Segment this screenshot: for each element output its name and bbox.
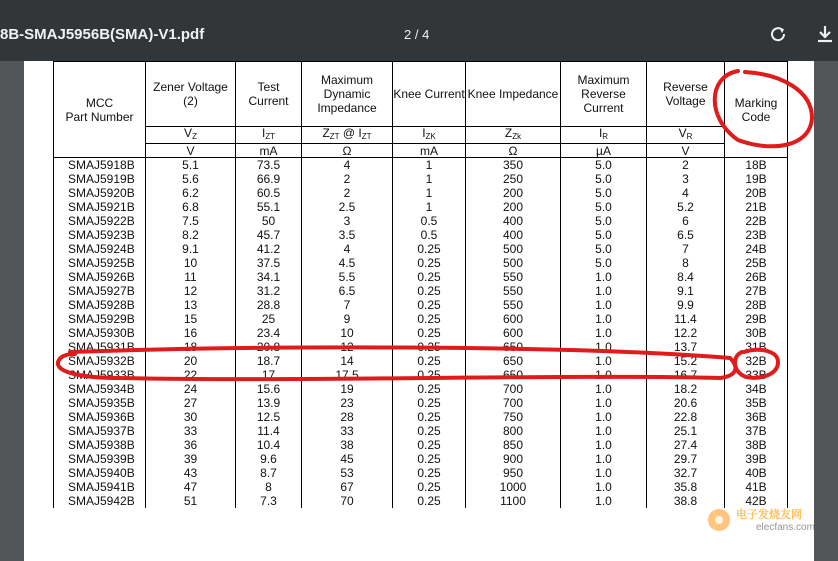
table-cell: 22B xyxy=(725,214,788,228)
table-row xyxy=(54,382,788,396)
table-cell: 12 xyxy=(146,284,236,298)
table-cell: 1.0 xyxy=(561,312,647,326)
table-cell: 4 xyxy=(647,186,725,200)
table-cell: 750 xyxy=(466,410,561,424)
table-row xyxy=(54,396,788,410)
table-cell: 0.25 xyxy=(393,368,466,382)
table-cell: 18 xyxy=(146,340,236,354)
table-cell: 5.2 xyxy=(647,200,725,214)
table-cell: 23B xyxy=(725,228,788,242)
column-header: Reverse Voltage xyxy=(647,62,725,127)
table-cell: 23.4 xyxy=(236,326,302,340)
table-cell: 16 xyxy=(146,326,236,340)
table-cell: 9.1 xyxy=(146,242,236,256)
table-row xyxy=(54,172,788,186)
table-cell: 1.0 xyxy=(561,298,647,312)
table-row xyxy=(54,214,788,228)
table-cell: 20.8 xyxy=(236,340,302,354)
table-cell: 5.0 xyxy=(561,200,647,214)
table-cell: 850 xyxy=(466,438,561,452)
table-cell: 35B xyxy=(725,396,788,410)
table-cell: 33B xyxy=(725,368,788,382)
part-number-cell: SMAJ5928B xyxy=(54,298,146,312)
table-cell: 1 xyxy=(393,200,466,214)
table-cell: 0.25 xyxy=(393,242,466,256)
table-cell: 200 xyxy=(466,186,561,200)
table-cell: 1.0 xyxy=(561,396,647,410)
table-cell: 5.0 xyxy=(561,214,647,228)
table-row xyxy=(54,354,788,368)
table-cell: 8 xyxy=(647,256,725,270)
table-cell: 34.1 xyxy=(236,270,302,284)
table-cell: 650 xyxy=(466,354,561,368)
table-cell: 1 xyxy=(393,186,466,200)
table-cell: 19B xyxy=(725,172,788,186)
table-cell: 5.5 xyxy=(302,270,393,284)
column-symbol: $V_R$ xyxy=(647,127,725,144)
table-cell: 11.4 xyxy=(647,312,725,326)
table-row xyxy=(54,438,788,452)
table-cell: 29B xyxy=(725,312,788,326)
column-unit: V xyxy=(146,144,236,158)
table-cell: 1.0 xyxy=(561,340,647,354)
table-cell: 0.25 xyxy=(393,466,466,480)
table-cell: 38 xyxy=(302,438,393,452)
table-cell: 12 xyxy=(302,340,393,354)
table-cell: 24 xyxy=(146,382,236,396)
column-unit: V xyxy=(647,144,725,158)
part-number-cell: SMAJ5936B xyxy=(54,410,146,424)
table-cell: 6 xyxy=(647,214,725,228)
table-cell: 1.0 xyxy=(561,424,647,438)
part-number-cell: SMAJ5926B xyxy=(54,270,146,284)
table-cell: 37.5 xyxy=(236,256,302,270)
table-cell: 25 xyxy=(236,312,302,326)
table-cell: 66.9 xyxy=(236,172,302,186)
table-row xyxy=(54,298,788,312)
table-cell: 250 xyxy=(466,172,561,186)
table-cell: 900 xyxy=(466,452,561,466)
table-cell: 20 xyxy=(146,354,236,368)
table-cell: 550 xyxy=(466,284,561,298)
table-cell: 18.2 xyxy=(647,382,725,396)
table-cell: 73.5 xyxy=(236,158,302,173)
table-cell: 19 xyxy=(302,382,393,396)
table-cell: 16.7 xyxy=(647,368,725,382)
table-cell: 23 xyxy=(302,396,393,410)
table-cell: 17 xyxy=(236,368,302,382)
table-row xyxy=(54,158,788,173)
table-cell: 0.25 xyxy=(393,284,466,298)
table-cell: 1.0 xyxy=(561,466,647,480)
table-row xyxy=(54,284,788,298)
table-cell: 0.25 xyxy=(393,424,466,438)
table-cell: 9 xyxy=(302,312,393,326)
table-cell: 38B xyxy=(725,438,788,452)
table-cell: 800 xyxy=(466,424,561,438)
part-number-cell: SMAJ5940B xyxy=(54,466,146,480)
table-row xyxy=(54,200,788,214)
pdf-toolbar xyxy=(0,0,838,61)
table-cell: 500 xyxy=(466,256,561,270)
table-cell: 70 xyxy=(302,494,393,508)
table-cell: 1000 xyxy=(466,480,561,494)
table-cell: 28 xyxy=(302,410,393,424)
table-cell: 21B xyxy=(725,200,788,214)
table-cell: 7.5 xyxy=(146,214,236,228)
column-header: Knee Current xyxy=(393,62,466,127)
table-cell: 1.0 xyxy=(561,480,647,494)
column-symbol: $Z_{Zk}$ xyxy=(466,127,561,144)
table-cell: 200 xyxy=(466,200,561,214)
table-row xyxy=(54,326,788,340)
table-cell: 28B xyxy=(725,298,788,312)
watermark-url: elecfans.com xyxy=(756,522,815,533)
table-cell: 600 xyxy=(466,312,561,326)
part-number-cell: SMAJ5930B xyxy=(54,326,146,340)
table-cell: 950 xyxy=(466,466,561,480)
table-cell: 8.7 xyxy=(236,466,302,480)
table-cell: 9.9 xyxy=(647,298,725,312)
table-cell: 30 xyxy=(146,410,236,424)
part-number-cell: SMAJ5935B xyxy=(54,396,146,410)
table-cell: 42B xyxy=(725,494,788,508)
column-unit: Ω xyxy=(466,144,561,158)
table-cell: 39B xyxy=(725,452,788,466)
table-cell: 1.0 xyxy=(561,354,647,368)
table-row xyxy=(54,340,788,354)
part-number-cell: SMAJ5923B xyxy=(54,228,146,242)
table-cell: 18B xyxy=(725,158,788,173)
part-number-cell: SMAJ5937B xyxy=(54,424,146,438)
table-cell: 7 xyxy=(647,242,725,256)
table-cell: 650 xyxy=(466,368,561,382)
table-cell: 45.7 xyxy=(236,228,302,242)
table-cell: 37B xyxy=(725,424,788,438)
table-cell: 13.7 xyxy=(647,340,725,354)
column-header: Maximum Dynamic Impedance xyxy=(302,62,393,127)
table-cell: 5.0 xyxy=(561,256,647,270)
table-cell: 41B xyxy=(725,480,788,494)
pdf-viewer[interactable] xyxy=(0,61,838,561)
table-cell: 550 xyxy=(466,298,561,312)
part-number-cell: SMAJ5931B xyxy=(54,340,146,354)
watermark-text: 电子发烧友网 xyxy=(736,509,802,521)
part-number-cell: SMAJ5924B xyxy=(54,242,146,256)
table-cell: 27 xyxy=(146,396,236,410)
table-cell: 0.25 xyxy=(393,270,466,284)
table-cell: 350 xyxy=(466,158,561,173)
column-header: Zener Voltage (2) xyxy=(146,62,236,127)
table-cell: 29.7 xyxy=(647,452,725,466)
table-cell: 1.0 xyxy=(561,326,647,340)
table-cell: 26B xyxy=(725,270,788,284)
table-cell: 67 xyxy=(302,480,393,494)
table-cell: 17.5 xyxy=(302,368,393,382)
table-cell: 15.6 xyxy=(236,382,302,396)
table-cell: 1.0 xyxy=(561,410,647,424)
table-cell: 0.25 xyxy=(393,256,466,270)
table-cell: 33 xyxy=(146,424,236,438)
table-cell: 30B xyxy=(725,326,788,340)
table-cell: 31.2 xyxy=(236,284,302,298)
table-cell: 32.7 xyxy=(647,466,725,480)
part-number-cell: SMAJ5919B xyxy=(54,172,146,186)
table-cell: 7.3 xyxy=(236,494,302,508)
part-number-cell: SMAJ5938B xyxy=(54,438,146,452)
column-unit: µA xyxy=(561,144,647,158)
column-header: Marking Code xyxy=(725,62,788,158)
column-header: Maximum Reverse Current xyxy=(561,62,647,127)
table-cell: 45 xyxy=(302,452,393,466)
table-cell: 3.5 xyxy=(302,228,393,242)
table-cell: 36B xyxy=(725,410,788,424)
table-cell: 34B xyxy=(725,382,788,396)
table-cell: 8.4 xyxy=(647,270,725,284)
table-cell: 0.25 xyxy=(393,298,466,312)
table-cell: 5.6 xyxy=(146,172,236,186)
table-cell: 27.4 xyxy=(647,438,725,452)
column-symbol: $I_R$ xyxy=(561,127,647,144)
table-cell: 35.8 xyxy=(647,480,725,494)
table-cell: 38.8 xyxy=(647,494,725,508)
table-cell: 55.1 xyxy=(236,200,302,214)
table-cell: 400 xyxy=(466,214,561,228)
table-cell: 6.2 xyxy=(146,186,236,200)
table-cell: 5.0 xyxy=(561,242,647,256)
table-cell: 15.2 xyxy=(647,354,725,368)
table-cell: 0.25 xyxy=(393,354,466,368)
table-cell: 3 xyxy=(302,214,393,228)
table-row xyxy=(54,424,788,438)
table-cell: 31B xyxy=(725,340,788,354)
column-symbol: $Z_{ZT}$ @ $I_{ZT}$ xyxy=(302,127,393,144)
table-cell: 400 xyxy=(466,228,561,242)
table-cell: 14 xyxy=(302,354,393,368)
table-cell: 5.0 xyxy=(561,186,647,200)
table-row xyxy=(54,480,788,494)
table-cell: 60.5 xyxy=(236,186,302,200)
table-cell: 1.0 xyxy=(561,368,647,382)
table-row xyxy=(54,452,788,466)
part-number-cell: SMAJ5929B xyxy=(54,312,146,326)
table-cell: 0.5 xyxy=(393,214,466,228)
table-row xyxy=(54,312,788,326)
table-cell: 4.5 xyxy=(302,256,393,270)
table-cell: 3 xyxy=(647,172,725,186)
table-cell: 10 xyxy=(302,326,393,340)
table-cell: 700 xyxy=(466,382,561,396)
table-row xyxy=(54,368,788,382)
column-symbol: $I_{ZK}$ xyxy=(393,127,466,144)
table-cell: 700 xyxy=(466,396,561,410)
table-row xyxy=(54,410,788,424)
table-cell: 0.25 xyxy=(393,438,466,452)
table-cell: 1.0 xyxy=(561,494,647,508)
table-row xyxy=(54,270,788,284)
table-cell: 20B xyxy=(725,186,788,200)
table-cell: 13.9 xyxy=(236,396,302,410)
table-cell: 550 xyxy=(466,270,561,284)
table-cell: 24B xyxy=(725,242,788,256)
table-cell: 47 xyxy=(146,480,236,494)
table-cell: 5.0 xyxy=(561,158,647,173)
part-number-cell: SMAJ5934B xyxy=(54,382,146,396)
table-cell: 1.0 xyxy=(561,438,647,452)
table-row xyxy=(54,494,788,508)
table-cell: 51 xyxy=(146,494,236,508)
table-row xyxy=(54,242,788,256)
part-number-cell: SMAJ5927B xyxy=(54,284,146,298)
table-cell: 53 xyxy=(302,466,393,480)
table-cell: 1 xyxy=(393,172,466,186)
column-symbol: $I_{ZT}$ xyxy=(236,127,302,144)
table-cell: 13 xyxy=(146,298,236,312)
part-number-cell: SMAJ5918B xyxy=(54,158,146,173)
table-row xyxy=(54,256,788,270)
column-unit: Ω xyxy=(302,144,393,158)
table-cell: 1 xyxy=(393,158,466,173)
table-cell: 6.5 xyxy=(302,284,393,298)
table-cell: 43 xyxy=(146,466,236,480)
part-number-cell: SMAJ5941B xyxy=(54,480,146,494)
table-cell: 39 xyxy=(146,452,236,466)
table-cell: 2 xyxy=(302,172,393,186)
table-cell: 1.0 xyxy=(561,382,647,396)
column-unit: mA xyxy=(393,144,466,158)
part-number-cell: SMAJ5939B xyxy=(54,452,146,466)
table-cell: 4 xyxy=(302,158,393,173)
table-cell: 18.7 xyxy=(236,354,302,368)
table-cell: 650 xyxy=(466,340,561,354)
table-cell: 0.25 xyxy=(393,312,466,326)
table-cell: 6.8 xyxy=(146,200,236,214)
table-cell: 9.1 xyxy=(647,284,725,298)
table-cell: 11 xyxy=(146,270,236,284)
table-cell: 12.2 xyxy=(647,326,725,340)
table-cell: 28.8 xyxy=(236,298,302,312)
table-cell: 10 xyxy=(146,256,236,270)
table-cell: 2.5 xyxy=(302,200,393,214)
table-cell: 36 xyxy=(146,438,236,452)
table-cell: 40B xyxy=(725,466,788,480)
table-cell: 7 xyxy=(302,298,393,312)
table-cell: 0.25 xyxy=(393,494,466,508)
table-cell: 2 xyxy=(647,158,725,173)
table-cell: 41.2 xyxy=(236,242,302,256)
table-cell: 50 xyxy=(236,214,302,228)
table-row xyxy=(54,466,788,480)
part-number-cell: SMAJ5933B xyxy=(54,368,146,382)
part-number-cell: SMAJ5932B xyxy=(54,354,146,368)
table-cell: 8.2 xyxy=(146,228,236,242)
table-cell: 0.25 xyxy=(393,382,466,396)
table-cell: 20.6 xyxy=(647,396,725,410)
table-cell: 15 xyxy=(146,312,236,326)
part-number-cell: SMAJ5925B xyxy=(54,256,146,270)
table-cell: 0.25 xyxy=(393,340,466,354)
table-cell: 0.5 xyxy=(393,228,466,242)
table-cell: 33 xyxy=(302,424,393,438)
table-cell: 0.25 xyxy=(393,410,466,424)
zener-spec-table xyxy=(53,61,788,508)
table-cell: 2 xyxy=(302,186,393,200)
table-cell: 1.0 xyxy=(561,452,647,466)
table-cell: 1.0 xyxy=(561,270,647,284)
table-cell: 25B xyxy=(725,256,788,270)
table-cell: 9.6 xyxy=(236,452,302,466)
column-header: MCC Part Number xyxy=(54,62,146,158)
table-cell: 5.1 xyxy=(146,158,236,173)
table-cell: 500 xyxy=(466,242,561,256)
rotate-icon[interactable] xyxy=(768,24,788,44)
table-cell: 12.5 xyxy=(236,410,302,424)
table-cell: 0.25 xyxy=(393,396,466,410)
table-cell: 4 xyxy=(302,242,393,256)
column-header: Knee Impedance xyxy=(466,62,561,127)
pdf-page xyxy=(24,61,814,561)
table-cell: 25.1 xyxy=(647,424,725,438)
table-cell: 22.8 xyxy=(647,410,725,424)
download-icon[interactable] xyxy=(815,24,835,44)
page-indicator: 2 / 4 xyxy=(404,27,430,42)
table-row xyxy=(54,228,788,242)
table-cell: 6.5 xyxy=(647,228,725,242)
part-number-cell: SMAJ5942B xyxy=(54,494,146,508)
table-cell: 0.25 xyxy=(393,480,466,494)
part-number-cell: SMAJ5920B xyxy=(54,186,146,200)
table-cell: 5.0 xyxy=(561,228,647,242)
table-row xyxy=(54,186,788,200)
column-symbol: $V_Z$ xyxy=(146,127,236,144)
part-number-cell: SMAJ5921B xyxy=(54,200,146,214)
part-number-cell: SMAJ5922B xyxy=(54,214,146,228)
table-cell: 600 xyxy=(466,326,561,340)
table-cell: 5.0 xyxy=(561,172,647,186)
table-cell: 0.25 xyxy=(393,452,466,466)
table-cell: 27B xyxy=(725,284,788,298)
table-cell: 22 xyxy=(146,368,236,382)
table-cell: 1100 xyxy=(466,494,561,508)
table-cell: 10.4 xyxy=(236,438,302,452)
table-cell: 11.4 xyxy=(236,424,302,438)
table-cell: 0.25 xyxy=(393,326,466,340)
column-unit: mA xyxy=(236,144,302,158)
table-cell: 1.0 xyxy=(561,284,647,298)
column-header: Test Current xyxy=(236,62,302,127)
table-cell: 32B xyxy=(725,354,788,368)
document-title: 8B-SMAJ5956B(SMA)-V1.pdf xyxy=(0,26,205,43)
table-cell: 8 xyxy=(236,480,302,494)
